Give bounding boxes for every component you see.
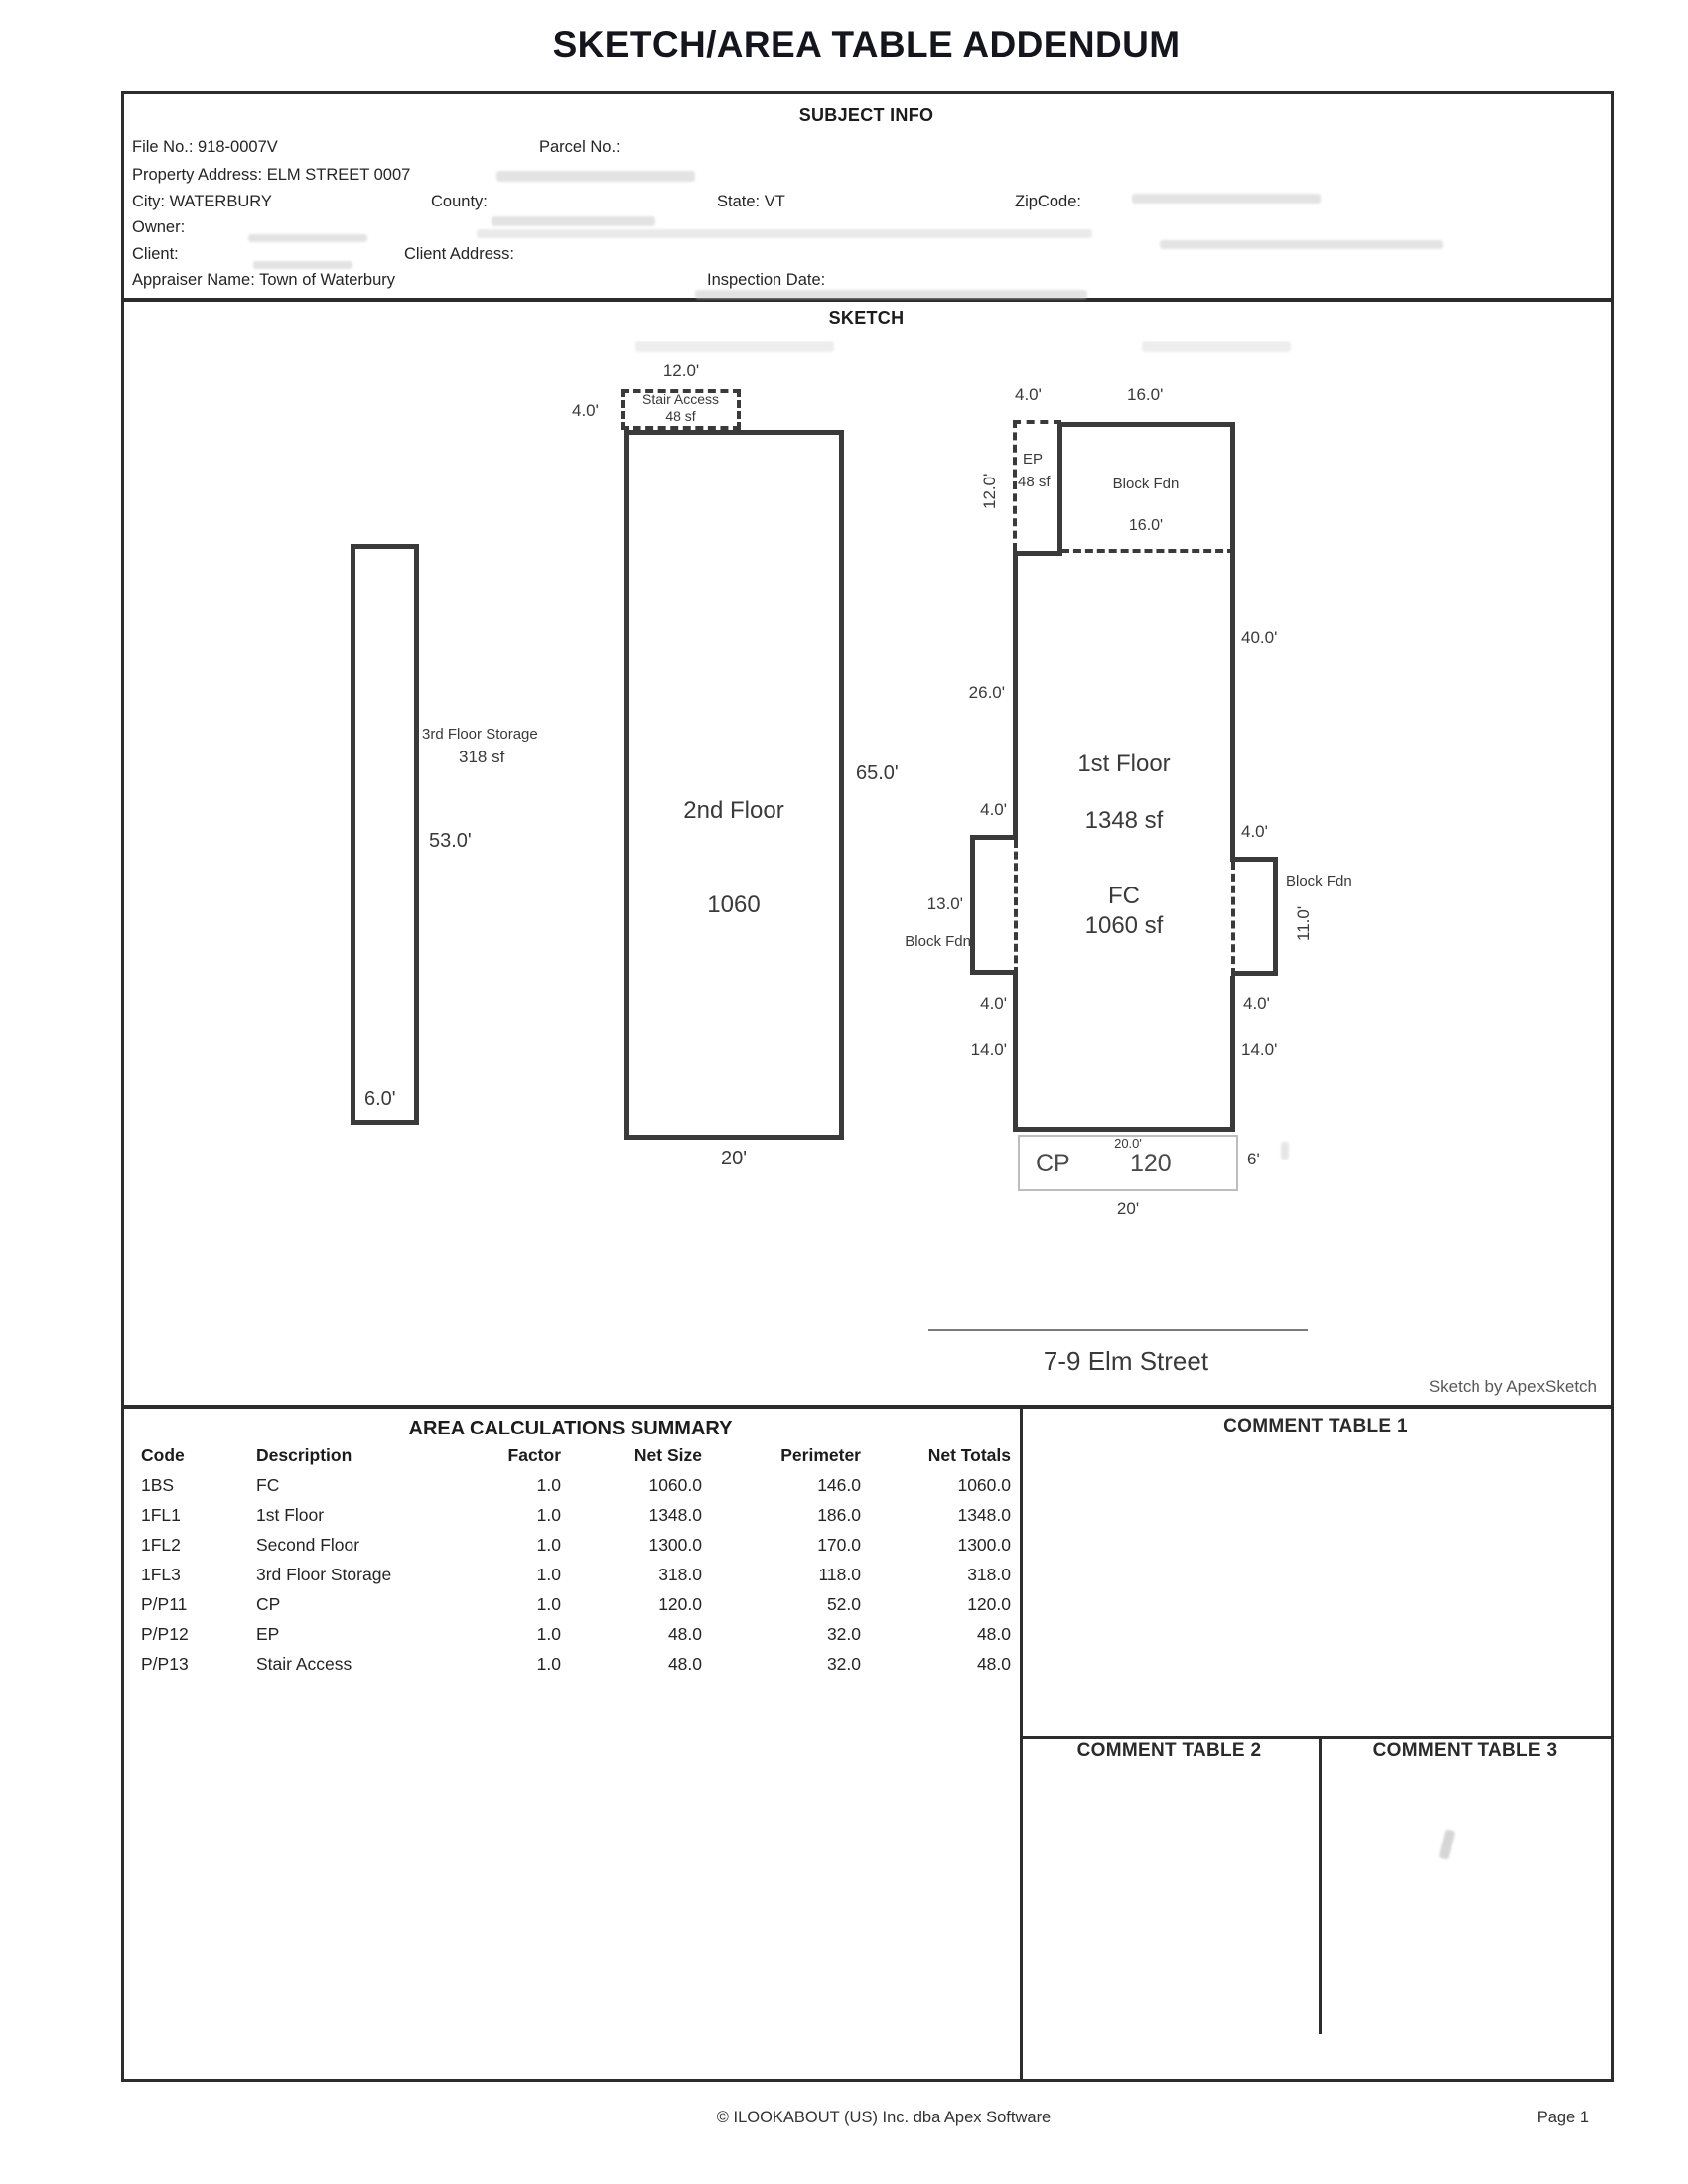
second-floor-outline bbox=[624, 430, 844, 1140]
dim-6ft: 6.0' bbox=[364, 1088, 396, 1110]
scan-artifact bbox=[496, 171, 695, 182]
area-table-row bbox=[132, 1500, 1011, 1530]
dim-blockfdn-16ft-inside: 16.0' bbox=[1128, 517, 1164, 534]
second-floor-label: 2nd Floor bbox=[683, 797, 784, 824]
dim-stair-4ft: 4.0' bbox=[572, 401, 599, 420]
dim-rightbump-4ft-bottom: 4.0' bbox=[1243, 994, 1270, 1013]
area-table-cell-code: 1FL3 bbox=[141, 1565, 181, 1584]
area-table-cell-description: Stair Access bbox=[256, 1654, 352, 1674]
area-table-cell-factor: 1.0 bbox=[536, 1654, 561, 1674]
area-table-cell-description: CP bbox=[256, 1594, 281, 1614]
scan-artifact bbox=[253, 261, 352, 269]
area-table-cell-code: 1FL2 bbox=[141, 1535, 181, 1555]
first-floor-top-wall bbox=[1057, 422, 1235, 427]
parcel-no-field: Parcel No.: bbox=[539, 138, 621, 156]
page-title: SKETCH/AREA TABLE ADDENDUM bbox=[552, 24, 1181, 65]
area-table-row bbox=[132, 1619, 1011, 1649]
sketch-attribution: Sketch by ApexSketch bbox=[1428, 1377, 1597, 1396]
area-table-cell-description: Second Floor bbox=[256, 1535, 360, 1555]
right-bump-outline bbox=[1235, 857, 1278, 976]
area-table-cell-net-totals: 48.0 bbox=[976, 1624, 1011, 1644]
left-bump-label: Block Fdn bbox=[905, 933, 971, 950]
third-floor-storage-area: 318 sf bbox=[459, 748, 505, 766]
area-table-cell-factor: 1.0 bbox=[536, 1624, 561, 1644]
col-header-net-totals: Net Totals bbox=[927, 1445, 1011, 1465]
dim-ep-12ft: 12.0' bbox=[980, 473, 999, 509]
dim-26ft: 26.0' bbox=[968, 683, 1005, 702]
dim-cp-20ft-bottom: 20' bbox=[1116, 1199, 1140, 1218]
ep-label: EP bbox=[1023, 451, 1044, 468]
col-header-perimeter: Perimeter bbox=[780, 1445, 861, 1465]
blockfdn-top-label: Block Fdn bbox=[1112, 476, 1180, 492]
county-field: County: bbox=[431, 193, 488, 210]
area-table-cell-factor: 1.0 bbox=[536, 1594, 561, 1614]
area-table-cell-net-totals: 48.0 bbox=[976, 1654, 1011, 1674]
col-header-description: Description bbox=[256, 1445, 352, 1465]
scan-artifact bbox=[492, 216, 655, 226]
area-table-cell-perimeter: 32.0 bbox=[826, 1624, 861, 1644]
third-floor-storage-label: 3rd Floor Storage bbox=[422, 726, 538, 743]
area-table-row bbox=[132, 1470, 1011, 1500]
area-table-row bbox=[132, 1649, 1011, 1679]
comment-tables-divider bbox=[1020, 1736, 1612, 1739]
first-floor-label: 1st Floor bbox=[1077, 751, 1171, 777]
first-floor-left-wall-lower bbox=[1013, 975, 1018, 1132]
ep-area: 48 sf bbox=[1018, 474, 1051, 490]
document-border bbox=[121, 91, 1614, 2082]
area-table-cell-code: P/P12 bbox=[141, 1624, 189, 1644]
dim-leftbump-4ft-bottom: 4.0' bbox=[980, 994, 1007, 1013]
area-table-cell-net-totals: 120.0 bbox=[967, 1594, 1011, 1614]
area-table-cell-net-size: 318.0 bbox=[658, 1565, 702, 1584]
area-table-cell-perimeter: 170.0 bbox=[817, 1535, 861, 1555]
area-table-cell-net-totals: 1348.0 bbox=[957, 1505, 1011, 1525]
stair-access-area: 48 sf bbox=[665, 408, 696, 424]
dim-11ft: 11.0' bbox=[1294, 905, 1313, 941]
sketch-bottom-divider bbox=[121, 1405, 1612, 1409]
scan-artifact bbox=[248, 234, 367, 242]
area-table-cell-perimeter: 32.0 bbox=[826, 1654, 861, 1674]
dim-2nd-20ft: 20' bbox=[720, 1148, 748, 1169]
appraiser-field: Appraiser Name: Town of Waterbury bbox=[132, 271, 396, 289]
dim-cp-20ft-top: 20.0' bbox=[1114, 1136, 1142, 1151]
state-field: State: VT bbox=[717, 193, 785, 210]
blockfdn-bottom-dashed bbox=[1061, 549, 1235, 553]
owner-field: Owner: bbox=[132, 218, 186, 236]
first-floor-right-wall-upper bbox=[1230, 422, 1235, 862]
file-no-field: File No.: 918-0007V bbox=[132, 138, 278, 156]
col-header-factor: Factor bbox=[507, 1445, 561, 1465]
comment-table-1-title: COMMENT TABLE 1 bbox=[1223, 1416, 1408, 1436]
dim-cp-6ft: 6' bbox=[1247, 1150, 1260, 1168]
second-floor-area: 1060 bbox=[707, 891, 761, 918]
client-field: Client: bbox=[132, 245, 179, 263]
area-table-cell-factor: 1.0 bbox=[536, 1565, 561, 1584]
area-table-cell-net-totals: 318.0 bbox=[967, 1565, 1011, 1584]
scan-artifact bbox=[1132, 194, 1321, 204]
area-table-cell-perimeter: 186.0 bbox=[817, 1505, 861, 1525]
dim-stair-12ft: 12.0' bbox=[662, 361, 700, 380]
right-bump-label: Block Fdn bbox=[1286, 873, 1352, 889]
dim-53ft: 53.0' bbox=[429, 830, 472, 852]
area-table-cell-description: 1st Floor bbox=[256, 1505, 325, 1525]
area-table-body bbox=[132, 1470, 1011, 1679]
area-table-cell-net-size: 1348.0 bbox=[648, 1505, 702, 1525]
dim-14ft-left: 14.0' bbox=[970, 1040, 1007, 1059]
address-underline bbox=[928, 1329, 1308, 1331]
area-table-cell-factor: 1.0 bbox=[536, 1535, 561, 1555]
sketch-address-caption: 7-9 Elm Street bbox=[1043, 1346, 1209, 1376]
area-table-cell-code: 1FL1 bbox=[141, 1505, 181, 1525]
scan-artifact bbox=[695, 290, 1087, 299]
area-table-cell-perimeter: 118.0 bbox=[818, 1565, 861, 1584]
property-address-field: Property Address: ELM STREET 0007 bbox=[132, 166, 411, 184]
ep-top-dashed bbox=[1013, 420, 1061, 424]
comment-table-3-title: COMMENT TABLE 3 bbox=[1372, 1740, 1558, 1761]
ep-left-dashed bbox=[1013, 420, 1017, 551]
scan-artifact bbox=[477, 229, 1092, 238]
left-bump-outline bbox=[970, 835, 1014, 975]
area-table-row bbox=[132, 1530, 1011, 1560]
area-table-cell-net-size: 1060.0 bbox=[648, 1475, 702, 1495]
area-table-cell-perimeter: 146.0 bbox=[817, 1475, 861, 1495]
subject-info-title: SUBJECT INFO bbox=[798, 105, 934, 125]
scan-artifact bbox=[1281, 1142, 1289, 1160]
first-floor-left-wall-upper bbox=[1013, 551, 1018, 840]
area-table-header-row bbox=[132, 1440, 1011, 1470]
third-floor-storage-outline bbox=[351, 544, 419, 1125]
area-table-cell-net-totals: 1300.0 bbox=[957, 1535, 1011, 1555]
comment-table-2-title: COMMENT TABLE 2 bbox=[1076, 1740, 1262, 1761]
fc-label: FC bbox=[1108, 883, 1140, 909]
comment23-divider bbox=[1319, 1736, 1322, 2034]
dim-blockfdn-16ft-above: 16.0' bbox=[1127, 385, 1164, 404]
footer-page-number: Page 1 bbox=[1536, 2109, 1589, 2126]
col-header-net-size: Net Size bbox=[633, 1445, 702, 1465]
area-table-cell-code: P/P11 bbox=[141, 1594, 188, 1614]
area-table-cell-description: EP bbox=[256, 1624, 280, 1644]
area-table-row bbox=[132, 1589, 1011, 1619]
city-field: City: WATERBURY bbox=[132, 193, 272, 210]
area-table-title: AREA CALCULATIONS SUMMARY bbox=[408, 1418, 733, 1439]
zipcode-field: ZipCode: bbox=[1015, 193, 1081, 210]
area-table-cell-description: FC bbox=[256, 1475, 280, 1495]
area-table bbox=[132, 1440, 1011, 1679]
dim-13ft: 13.0' bbox=[926, 894, 963, 913]
first-floor-bottom-wall bbox=[1013, 1127, 1235, 1132]
area-table-cell-net-size: 120.0 bbox=[658, 1594, 702, 1614]
area-table-cell-code: 1BS bbox=[141, 1475, 175, 1495]
area-table-cell-net-size: 48.0 bbox=[667, 1654, 702, 1674]
carport-label: CP bbox=[1036, 1150, 1070, 1177]
area-table-cell-net-totals: 1060.0 bbox=[957, 1475, 1011, 1495]
dim-40ft: 40.0' bbox=[1241, 628, 1278, 647]
area-table-cell-description: 3rd Floor Storage bbox=[256, 1565, 392, 1584]
col-header-code: Code bbox=[141, 1445, 185, 1465]
inspection-date-field: Inspection Date: bbox=[707, 271, 826, 289]
first-floor-area: 1348 sf bbox=[1084, 807, 1164, 834]
scan-artifact bbox=[635, 341, 834, 352]
dim-ep-4ft: 4.0' bbox=[1015, 385, 1042, 404]
dim-14ft-right: 14.0' bbox=[1241, 1040, 1278, 1059]
area-table-row bbox=[132, 1560, 1011, 1589]
ep-bottom-wall bbox=[1013, 551, 1062, 556]
area-table-cell-factor: 1.0 bbox=[536, 1475, 561, 1495]
dim-65ft: 65.0' bbox=[856, 762, 899, 784]
area-table-cell-net-size: 48.0 bbox=[667, 1624, 702, 1644]
area-table-cell-perimeter: 52.0 bbox=[826, 1594, 861, 1614]
footer-copyright: © ILOOKABOUT (US) Inc. dba Apex Software bbox=[716, 2109, 1052, 2126]
scan-artifact bbox=[1160, 240, 1443, 249]
area-table-cell-factor: 1.0 bbox=[536, 1505, 561, 1525]
sketch-title: SKETCH bbox=[828, 308, 905, 328]
carport-area: 120 bbox=[1130, 1150, 1172, 1177]
client-address-field: Client Address: bbox=[404, 245, 514, 263]
area-table-cell-net-size: 1300.0 bbox=[648, 1535, 702, 1555]
area-table-cell-code: P/P13 bbox=[141, 1654, 189, 1674]
fc-area: 1060 sf bbox=[1084, 912, 1164, 939]
dim-leftbump-4ft-top: 4.0' bbox=[980, 800, 1007, 819]
stair-access-label: Stair Access bbox=[641, 391, 720, 407]
dim-rightbump-4ft-top: 4.0' bbox=[1241, 822, 1268, 841]
first-floor-right-wall-lower bbox=[1230, 976, 1235, 1132]
scan-artifact bbox=[1142, 341, 1291, 352]
